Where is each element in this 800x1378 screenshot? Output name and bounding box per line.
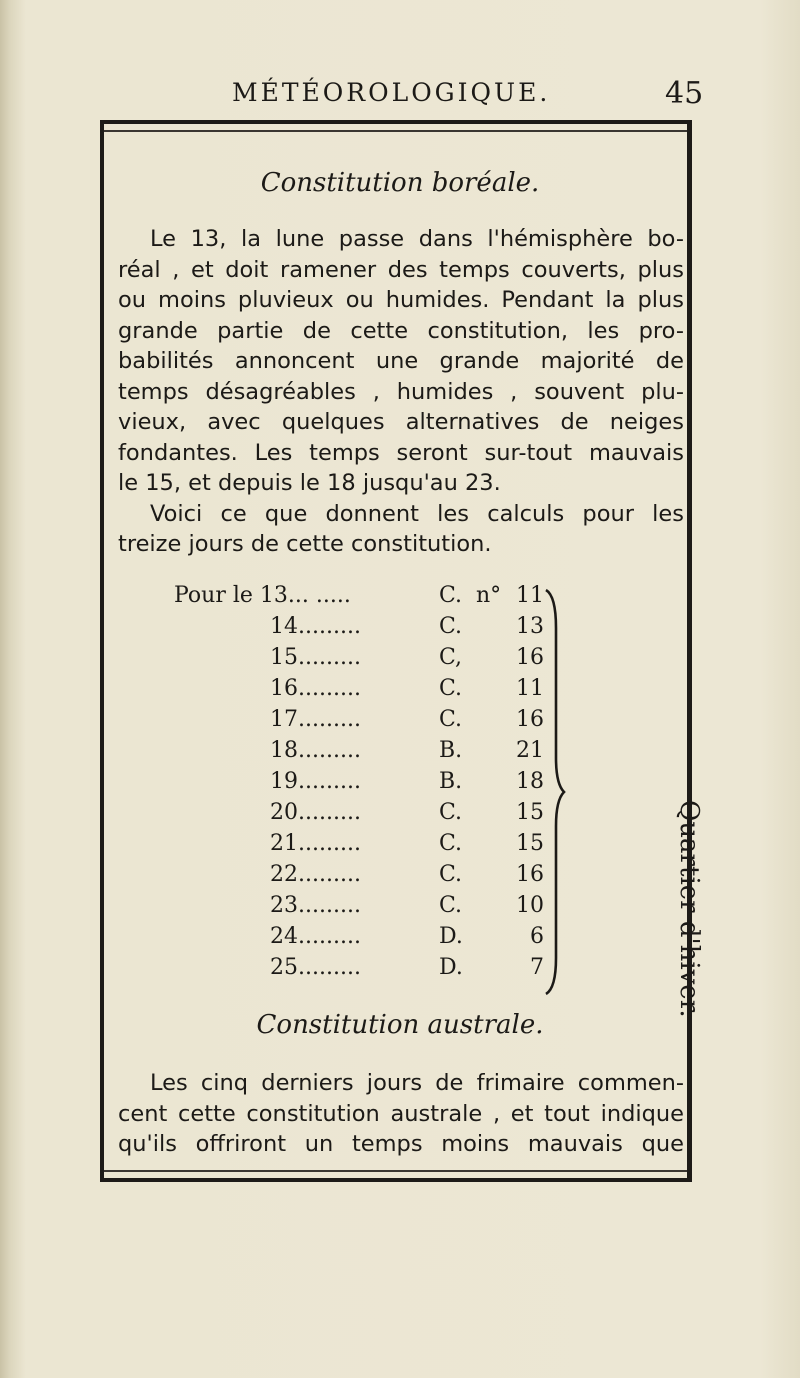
section-title-boreale: Constitution boréale. [260, 168, 540, 198]
text-line: temps désagréables , humides , souvent plu- [118, 378, 684, 405]
quartier-label: Quartier d'hiver. [674, 800, 704, 1018]
table-day: 25......... [270, 955, 361, 980]
table-day: 21......... [270, 831, 361, 856]
table-class: C. [439, 831, 463, 856]
text-line: Les cinq derniers jours de frimaire commen- [150, 1070, 684, 1096]
content-frame [100, 120, 704, 1182]
table-number: 21 [516, 738, 544, 763]
page-header [0, 78, 800, 114]
text-line: vieux, avec quelques alternatives de neiges [118, 409, 684, 435]
paragraph-australe [118, 1068, 684, 1160]
running-title: MÉTÉOROLOGIQUE. [232, 78, 551, 107]
table-number: 7 [530, 955, 544, 980]
text-line: grande partie de cette constitution, les pro- [118, 317, 684, 344]
text-line: cent cette constitution australe , et tout indique [118, 1100, 684, 1127]
table-day: 16......... [270, 676, 361, 701]
text-line: qu'ils offriront un temps moins mauvais que [118, 1131, 684, 1157]
text-line: ou moins pluvieux ou humides. Pendant la plus [118, 287, 684, 313]
table-number: 11 [516, 676, 544, 701]
table-day: 18......... [270, 738, 361, 763]
text-line: fondantes. Les temps seront sur-tout mauvais [118, 439, 684, 466]
table-class: C, [439, 645, 463, 670]
text-line: réal , et doit ramener des temps couverts, plus [118, 256, 684, 283]
table-class: C. [439, 800, 463, 825]
text-line: treize jours de cette constitution. [118, 531, 492, 557]
table-day: Pour le 13... ..... [174, 583, 351, 608]
table-number: 15 [516, 800, 544, 825]
table-row [174, 580, 594, 611]
table-number: 13 [516, 614, 544, 639]
table-day: 17......... [270, 707, 361, 732]
section-title-australe: Constitution australe. [256, 1010, 544, 1040]
curly-brace-icon [542, 588, 568, 996]
table-number: 10 [516, 893, 544, 918]
table-day: 19......... [270, 769, 361, 794]
table-class: D. [439, 955, 463, 980]
table-class: C. [439, 676, 463, 701]
table-class: C. [439, 862, 463, 887]
page-number: 45 [665, 76, 704, 111]
text-line: babilités annoncent une grande majorité de [118, 348, 684, 374]
table-number: 16 [516, 645, 544, 670]
table-day: 14......... [270, 614, 361, 639]
table-class: B. [439, 769, 463, 794]
table-day: 23......... [270, 893, 361, 918]
frame-bottom-rule [104, 1170, 687, 1172]
table-number: 6 [530, 924, 544, 949]
table-class: D. [439, 924, 463, 949]
table-number: 18 [516, 769, 544, 794]
text-line: le 15, et depuis le 18 jusqu'au 23. [118, 470, 501, 496]
table-class: B. [439, 738, 463, 763]
table-day: 15......... [270, 645, 361, 670]
table-number: 16 [516, 862, 544, 887]
table-class: C. [439, 583, 463, 608]
table-class: C. [439, 893, 463, 918]
table-class: C. [439, 614, 463, 639]
text-line: Le 13, la lune passe dans l'hémisphère bo- [150, 226, 684, 252]
table-day: 22......... [270, 862, 361, 887]
table-number: 15 [516, 831, 544, 856]
text-line: Voici ce que donnent les calculs pour les [150, 500, 684, 527]
table-number: 11 [516, 583, 544, 608]
table-day: 20......... [270, 800, 361, 825]
table-day: 24......... [270, 924, 361, 949]
paragraph-boreale [118, 224, 684, 560]
table-number-prefix: n° [476, 583, 502, 608]
table-number: 16 [516, 707, 544, 732]
table-class: C. [439, 707, 463, 732]
frame-top-rule [104, 130, 687, 132]
